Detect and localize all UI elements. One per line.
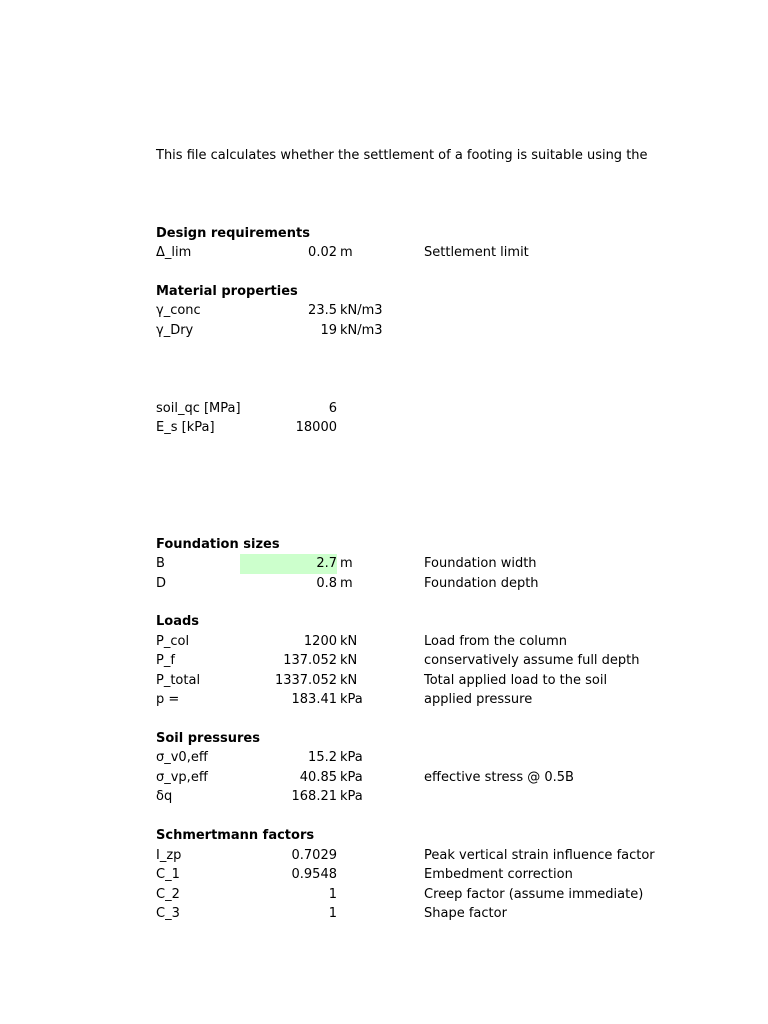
cell-value[interactable]: 0.7029: [291, 848, 337, 863]
cell-unit[interactable]: kN: [340, 653, 358, 668]
cell-value[interactable]: 1: [328, 887, 337, 902]
cell-value[interactable]: 2.7: [240, 554, 337, 574]
cell-description[interactable]: effective stress @ 0.5B: [424, 770, 574, 785]
intro-text[interactable]: This file calculates whether the settlement of a footing is suitable using the: [156, 148, 648, 163]
table-row: [0, 690, 768, 710]
cell-label[interactable]: P_col: [156, 634, 190, 649]
table-row: [0, 885, 768, 905]
cell-label[interactable]: I_zp: [156, 848, 182, 863]
section-header[interactable]: Material properties: [156, 284, 298, 299]
cell-value[interactable]: 183.41: [291, 692, 337, 707]
cell-description[interactable]: Embedment correction: [424, 867, 573, 882]
section-header-row: [0, 826, 768, 846]
cell-value[interactable]: 0.8: [316, 576, 337, 591]
table-row: [0, 399, 768, 419]
cell-label[interactable]: P_f: [156, 653, 175, 668]
cell-unit[interactable]: kN: [340, 673, 358, 688]
cell-value[interactable]: 23.5: [308, 303, 337, 318]
cell-description[interactable]: Foundation depth: [424, 576, 539, 591]
cell-value[interactable]: 137.052: [283, 653, 337, 668]
cell-description[interactable]: Load from the column: [424, 634, 568, 649]
table-row: [0, 671, 768, 691]
table-row: [0, 321, 768, 341]
table-row: [0, 865, 768, 885]
cell-value[interactable]: 168.21: [291, 789, 337, 804]
cell-label[interactable]: E_s [kPa]: [156, 420, 215, 435]
cell-unit[interactable]: kN: [340, 634, 358, 649]
cell-description[interactable]: applied pressure: [424, 692, 533, 707]
cell-label[interactable]: C_2: [156, 887, 180, 902]
section-header-row: [0, 224, 768, 244]
cell-description[interactable]: Creep factor (assume immediate): [424, 887, 644, 902]
cell-value[interactable]: 1: [328, 906, 337, 921]
cell-label[interactable]: σ_v0,eff: [156, 750, 208, 765]
section-header[interactable]: Loads: [156, 614, 200, 629]
table-row: [0, 243, 768, 263]
section-header-row: [0, 282, 768, 302]
cell-unit[interactable]: kPa: [340, 770, 363, 785]
cell-value[interactable]: 19: [320, 323, 337, 338]
cell-value[interactable]: 0.9548: [291, 867, 337, 882]
table-row: [0, 301, 768, 321]
cell-value[interactable]: 1200: [303, 634, 337, 649]
cell-label[interactable]: P_total: [156, 673, 201, 688]
table-row: [0, 768, 768, 788]
table-row: [0, 632, 768, 652]
cell-label[interactable]: soil_qc [MPa]: [156, 401, 241, 416]
table-row: [0, 846, 768, 866]
cell-value[interactable]: 40.85: [299, 770, 337, 785]
cell-label[interactable]: p =: [156, 692, 180, 707]
section-header-row: [0, 612, 768, 632]
cell-value[interactable]: 18000: [295, 420, 337, 435]
section-header[interactable]: Soil pressures: [156, 731, 260, 746]
cell-label[interactable]: C_3: [156, 906, 180, 921]
table-row: [0, 748, 768, 768]
cell-label[interactable]: γ_Dry: [156, 323, 194, 338]
cell-unit[interactable]: kPa: [340, 692, 363, 707]
cell-unit[interactable]: kN/m3: [340, 323, 383, 338]
cell-unit[interactable]: m: [340, 556, 353, 571]
cell-unit[interactable]: m: [340, 245, 353, 260]
table-row: [0, 904, 768, 924]
cell-unit[interactable]: m: [340, 576, 353, 591]
table-row: [0, 554, 768, 574]
table-row: [0, 574, 768, 594]
cell-value[interactable]: 15.2: [308, 750, 337, 765]
section-header-row: [0, 729, 768, 749]
table-row: [0, 651, 768, 671]
cell-description[interactable]: Total applied load to the soil: [424, 673, 608, 688]
cell-label[interactable]: δq: [156, 789, 173, 804]
table-row: [0, 787, 768, 807]
cell-description[interactable]: Peak vertical strain influence factor: [424, 848, 655, 863]
table-row: [0, 418, 768, 438]
cell-label[interactable]: D: [156, 576, 167, 591]
cell-value[interactable]: 1337.052: [274, 673, 337, 688]
cell-label[interactable]: Δ_lim: [156, 245, 192, 260]
cell-description[interactable]: Foundation width: [424, 556, 537, 571]
cell-description[interactable]: conservatively assume full depth: [424, 653, 640, 668]
cell-label[interactable]: B: [156, 556, 165, 571]
cell-label[interactable]: γ_conc: [156, 303, 201, 318]
section-header[interactable]: Schmertmann factors: [156, 828, 315, 843]
cell-label[interactable]: σ_vp,eff: [156, 770, 208, 785]
section-header-row: [0, 535, 768, 555]
cell-description[interactable]: Shape factor: [424, 906, 507, 921]
cell-unit[interactable]: kPa: [340, 789, 363, 804]
cell-value[interactable]: 6: [328, 401, 337, 416]
cell-value[interactable]: 0.02: [308, 245, 337, 260]
cell-unit[interactable]: kPa: [340, 750, 363, 765]
cell-unit[interactable]: kN/m3: [340, 303, 383, 318]
cell-description[interactable]: Settlement limit: [424, 245, 529, 260]
section-header[interactable]: Design requirements: [156, 226, 310, 241]
section-header[interactable]: Foundation sizes: [156, 537, 280, 552]
cell-label[interactable]: C_1: [156, 867, 180, 882]
